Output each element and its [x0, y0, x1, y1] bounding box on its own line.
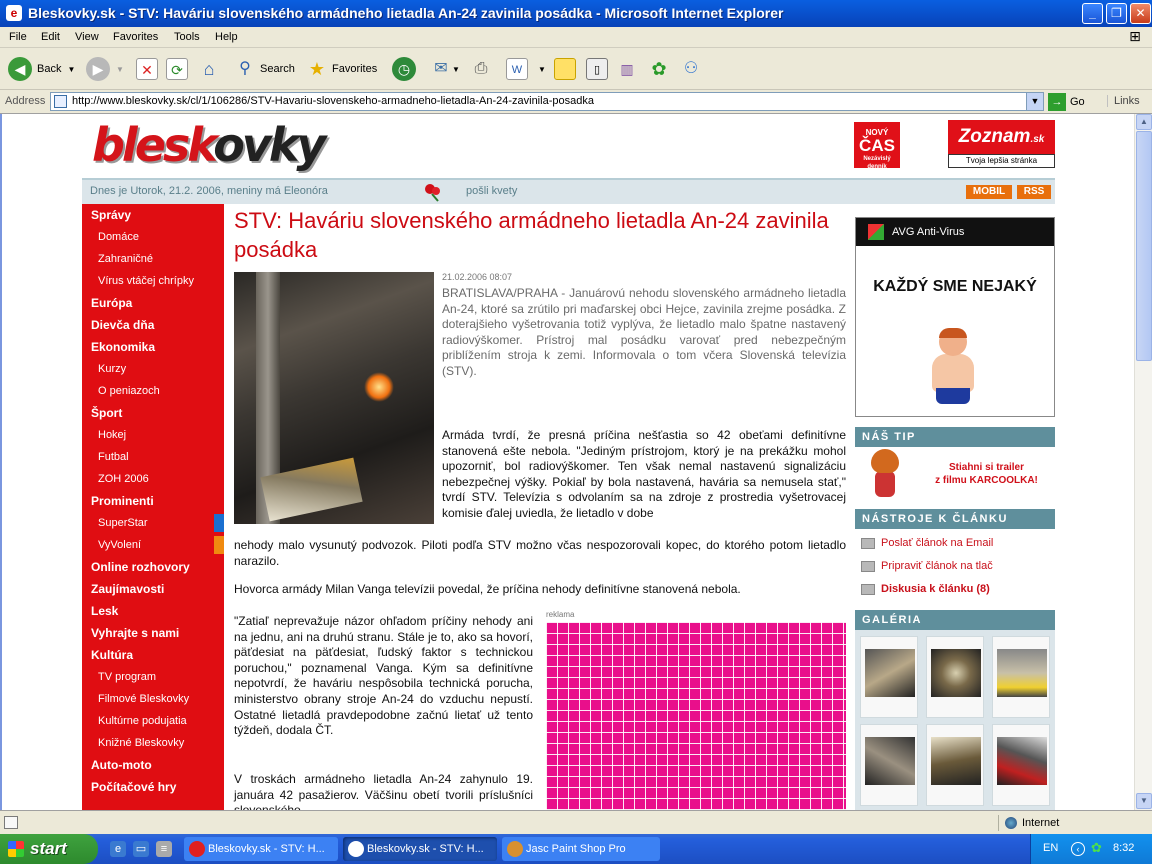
zoznam-name: Zoznam	[958, 126, 1031, 147]
tip-text	[919, 461, 1054, 487]
nav-item[interactable]	[82, 424, 224, 446]
gallery-heading: GALÉRIA	[855, 610, 1055, 630]
ad-grid	[546, 622, 846, 820]
taskbar	[0, 834, 1152, 864]
zoznam-logo[interactable]	[948, 120, 1055, 170]
nav-item[interactable]	[82, 468, 224, 490]
nav-item-label: Filmové Bleskovky	[98, 693, 190, 705]
nav-item[interactable]	[82, 688, 224, 710]
search-icon: ⚲	[239, 60, 251, 77]
article-paragraph-2b: "Zatiaľ neprevažuje názor ohľadom príčiny nehody ani na jednu, ani na druhú stranu. Stále je to, ako sa hovorí, päťdesiat na päťdesiat, ľudský faktor s technickou poruchou," poznamenal Vanga. Kým sa definitívne nepotvrdí, že haváriu nespôsobila technická porucha, ministerstvo obrany stroje An-24 do vzduchu nepustí. Ostatné lietadlá pravdepodobne začnú lietať už tento týždeň, dodala ČT.	[234, 614, 533, 738]
system-tray	[1030, 834, 1152, 864]
word-icon: W	[506, 58, 528, 80]
nav-item-label: Zaujímavosti	[91, 582, 165, 596]
nav-item-label: Vírus vtáčej chrípky	[98, 275, 194, 287]
ie-icon: e	[6, 5, 22, 21]
forward-arrow-icon: ▶	[86, 57, 110, 81]
gallery-thumb[interactable]	[992, 724, 1050, 806]
mail-dropdown-icon[interactable]: ▼	[452, 64, 460, 74]
send-flowers-link[interactable]: pošli kvety	[466, 185, 518, 197]
go-arrow-icon: →	[1048, 93, 1066, 111]
article-tools	[855, 530, 1055, 600]
note-icon	[554, 58, 576, 80]
page-icon	[54, 95, 67, 108]
printer-icon: ⎙	[474, 60, 488, 77]
avg-banner[interactable]	[855, 217, 1055, 417]
left-navigation	[82, 204, 224, 814]
nav-item[interactable]	[82, 710, 224, 732]
nav-item[interactable]	[82, 336, 224, 358]
nav-item-label: Dievča dňa	[91, 318, 155, 332]
crash-photo[interactable]	[234, 272, 434, 524]
tip-banner[interactable]	[855, 447, 1055, 499]
edit-button[interactable]	[506, 56, 546, 82]
favorites-button[interactable]	[306, 56, 377, 82]
menu-help[interactable]: Help	[215, 31, 238, 43]
nav-item-label: Hokej	[98, 429, 127, 441]
mail-button[interactable]	[430, 56, 460, 82]
nav-item-label: Online rozhovory	[91, 560, 190, 574]
stop-icon: ✕	[136, 58, 158, 80]
article-paragraph-1b: nehody malo vysunutý podvozok. Piloti podľa STV možno včas nespozorovali kopec, do ktorého potom lietadlo narazilo.	[234, 538, 846, 568]
nav-item[interactable]	[82, 402, 224, 424]
nav-item-label: ZOH 2006	[98, 473, 149, 485]
nav-item-label: Futbal	[98, 451, 129, 463]
zoznam-slogan: Tvoja lepšia stránka	[948, 154, 1055, 168]
home-icon: ⌂	[203, 59, 215, 79]
maximize-button[interactable]: ❐	[1106, 3, 1127, 24]
email-article-label: Poslať článok na Email	[881, 537, 994, 549]
tip-text-line2: z filmu KARCOOLKA!	[935, 475, 1038, 486]
nav-item-label: Knižné Bleskovky	[98, 737, 185, 749]
email-article-link[interactable]	[861, 534, 993, 552]
go-button[interactable]	[1048, 93, 1085, 111]
nav-item[interactable]	[82, 534, 224, 556]
gallery	[855, 630, 1055, 810]
date-bar	[82, 178, 1055, 204]
nav-color-marker	[214, 514, 224, 532]
nav-item[interactable]	[82, 380, 224, 402]
refresh-button[interactable]	[166, 56, 188, 82]
task-paint-shop-pro[interactable]	[502, 837, 660, 861]
karcoolka-character	[867, 449, 903, 497]
nav-item-label: Správy	[91, 208, 132, 222]
nav-item[interactable]	[82, 600, 224, 622]
print-button[interactable]	[470, 56, 492, 82]
nav-item-label: VyVolení	[98, 539, 142, 551]
window-title: Bleskovky.sk - STV: Haváriu slovenského armádneho lietadla An-24 zavinila posádka - Microsoft Internet Explorer	[28, 5, 784, 21]
windows-flag-icon: ⊞	[1129, 28, 1141, 44]
nav-item-label: Šport	[91, 406, 123, 420]
gallery-thumb[interactable]	[860, 724, 918, 806]
globe-icon	[1005, 817, 1017, 829]
article-paragraph-3: V troskách armádneho lietadla An-24 zahynulo 19. januára 42 pasažierov. Väčšinu obetí tvorili príslušníci	[234, 772, 533, 802]
search-label: Search	[260, 63, 295, 75]
article-paragraph-1a: Armáda tvrdí, že presná príčina nešťastia so 42 obeťami definitívne stanovená ešte nebola. "Jediným prístrojom, ktorý je na prekážku mohol upozorniť, bol radiovýškomer. Ten však nemal nastavenú signalizáciu nebezpečnej výšky. Pokiaľ by bola nastavená, havária sa nemusela stať," tvrdí STV. Televízia s odvolaním sa na zdroje z prostredia vyšetrovacej komisie ďalej uviedla, že lietadlo v dobe	[442, 428, 846, 520]
novy-cas-line1: NOVÝ	[865, 128, 889, 137]
discuss-button[interactable]	[554, 56, 576, 82]
clock: 8:32	[1113, 842, 1135, 854]
toolbar	[0, 48, 1152, 90]
opera-icon	[189, 841, 205, 857]
back-dropdown-icon[interactable]: ▼	[67, 64, 76, 74]
nav-item-label: Kultúrne podujatia	[98, 715, 187, 727]
avg-top	[856, 218, 1054, 246]
article-headline: STV: Haváriu slovenského armádneho lietadla An-24 zavinila posádka	[234, 208, 829, 262]
mobil-button[interactable]: MOBIL	[966, 185, 1012, 199]
minimize-button[interactable]: _	[1082, 3, 1103, 24]
print-article-label: Pripraviť článok na tlač	[881, 560, 993, 572]
icq-tray-icon[interactable]: ✿	[1091, 840, 1102, 855]
mail-icon: ✉	[434, 60, 448, 77]
ad-label: reklama	[546, 610, 575, 619]
nav-item[interactable]	[82, 622, 224, 644]
forward-button[interactable]	[86, 56, 124, 82]
menu-file[interactable]: File	[9, 31, 27, 43]
nav-item[interactable]	[82, 776, 224, 798]
date-text: Dnes je Utorok, 21.2. 2006, meniny má Eleonóra	[90, 185, 328, 197]
task-label: Bleskovky.sk - STV: H...	[367, 843, 484, 855]
start-button[interactable]	[0, 834, 98, 864]
nav-item[interactable]	[82, 314, 224, 336]
nav-item[interactable]	[82, 292, 224, 314]
gallery-thumb[interactable]	[926, 724, 984, 806]
nav-item-label: O peniazoch	[98, 385, 160, 397]
nav-item[interactable]	[82, 754, 224, 776]
nav-item-label: Kurzy	[98, 363, 127, 375]
zone-label: Internet	[1022, 817, 1060, 829]
fire-glow	[364, 372, 394, 402]
zoznam-tld: .sk	[1030, 134, 1045, 145]
avg-brand: AVG Anti-Virus	[892, 226, 965, 238]
menu-edit[interactable]: Edit	[41, 31, 60, 43]
novy-cas-logo[interactable]	[854, 122, 900, 168]
forward-dropdown-icon[interactable]: ▼	[116, 64, 124, 74]
tip-heading: NÁŠ TIP	[855, 427, 1055, 447]
nav-item-label: Prominenti	[91, 494, 154, 508]
nav-item-label: Ekonomika	[91, 340, 156, 354]
menu-tools[interactable]: Tools	[174, 31, 200, 43]
nav-item-label: Vyhrajte s nami	[91, 626, 180, 640]
nav-item[interactable]	[82, 490, 224, 512]
menu-bar	[0, 27, 1152, 48]
books-icon: ▥	[620, 61, 634, 77]
status-bar	[0, 810, 1152, 834]
nav-item-label: Kultúra	[91, 648, 133, 662]
back-arrow-icon: ◀	[8, 57, 32, 81]
task-label: Bleskovky.sk - STV: H...	[208, 843, 325, 855]
search-button[interactable]	[234, 56, 295, 82]
address-dropdown-icon[interactable]: ▼	[1026, 93, 1043, 110]
nav-item[interactable]	[82, 666, 224, 688]
language-indicator[interactable]: EN	[1043, 842, 1059, 854]
scroll-thumb[interactable]	[1136, 131, 1152, 361]
address-label: Address	[5, 95, 46, 107]
nav-item[interactable]	[82, 578, 224, 600]
gallery-thumb[interactable]	[926, 636, 984, 718]
back-label: Back	[37, 63, 62, 75]
nav-item-label: TV program	[98, 671, 157, 683]
phone-icon: ▯	[586, 58, 608, 80]
nav-item-label: Domáce	[98, 231, 139, 243]
rose-icon	[422, 182, 444, 202]
article-paragraph-2a: Hovorca armády Milan Vanga televízii povedal, že príčina nehody definitívne stanovená nebola.	[234, 582, 741, 596]
avg-slogan: KAŽDÝ SME NEJAKÝ	[873, 278, 1037, 295]
menu-favorites[interactable]: Favorites	[113, 31, 159, 43]
nav-item[interactable]	[82, 226, 224, 248]
icq-button[interactable]	[648, 56, 670, 82]
page-status-icon	[4, 816, 18, 829]
scroll-up-icon[interactable]: ▲	[1136, 114, 1152, 130]
nav-item-label: Lesk	[91, 604, 119, 618]
address-input[interactable]	[50, 92, 1044, 111]
nav-item[interactable]	[82, 204, 224, 226]
printer-icon	[861, 561, 875, 572]
notepad-quicklaunch-icon[interactable]: ≡	[156, 841, 172, 857]
research-button[interactable]	[616, 56, 638, 82]
rss-button[interactable]: RSS	[1017, 185, 1051, 199]
nav-item[interactable]	[82, 248, 224, 270]
logo-part2: ovky	[213, 118, 324, 172]
gallery-thumb[interactable]	[860, 636, 918, 718]
gallery-thumb[interactable]	[992, 636, 1050, 718]
menu-view[interactable]: View	[75, 31, 99, 43]
windows-logo-icon	[8, 841, 24, 857]
refresh-icon: ⟳	[166, 58, 188, 80]
start-label: start	[30, 839, 67, 858]
task-bleskovky-1[interactable]	[184, 837, 338, 861]
people-icon	[861, 584, 875, 595]
address-url[interactable]: http://www.bleskovky.sk/cl/1/106286/STV-Havariu-slovenskeho-armadneho-lietadla-An-24-zavinila-posadka	[72, 95, 594, 107]
advertisement[interactable]	[546, 610, 846, 820]
kid-figure	[928, 328, 978, 408]
home-button[interactable]	[198, 56, 220, 82]
window-title-bar	[0, 0, 1152, 27]
nav-item[interactable]	[82, 358, 224, 380]
nav-color-marker	[214, 536, 224, 554]
history-button[interactable]	[392, 56, 416, 82]
nav-item[interactable]	[82, 644, 224, 666]
back-button[interactable]	[8, 56, 75, 82]
ie-task-icon	[348, 841, 364, 857]
history-icon: ◷	[392, 57, 416, 81]
discussion-label: Diskusia k článku (8)	[881, 583, 990, 595]
security-zone	[998, 815, 1059, 831]
article-date: 21.02.2006 08:07	[442, 272, 513, 282]
novy-cas-sub: Nezávislý denník	[863, 156, 891, 170]
task-label: Jasc Paint Shop Pro	[526, 843, 626, 855]
close-button[interactable]: ✕	[1130, 3, 1151, 24]
nav-item[interactable]	[82, 512, 224, 534]
edit-dropdown-icon[interactable]: ▼	[538, 64, 546, 74]
nav-item[interactable]	[82, 270, 224, 292]
vertical-scrollbar[interactable]	[1134, 114, 1152, 810]
browser-viewport	[0, 114, 1134, 810]
article-lead: BRATISLAVA/PRAHA - Januárovú nehodu slovenského armádneho lietadla An-24, ktoré sa zrútilo pri maďarskej obci Hejce, zavinila zrejme posádka. Z doterajšieho vyšetrovania totiž vyplýva, že lietadlo malo špatne nastavený radiovýškomer. Prístroj mal posádku varovať pred nebezpečným priblížením stroja k zemi. Informovala o tom včera Slovenská televízia (STV).	[442, 286, 846, 378]
nav-item-label: Európa	[91, 296, 133, 310]
stop-button[interactable]	[136, 56, 158, 82]
discussion-link[interactable]	[861, 580, 990, 598]
buddies-icon: ⚇	[683, 60, 699, 77]
envelope-icon	[861, 538, 875, 549]
nav-item-label: SuperStar	[98, 517, 148, 529]
nav-item[interactable]	[82, 732, 224, 754]
links-button[interactable]: Links	[1107, 95, 1140, 107]
nav-item[interactable]	[82, 446, 224, 468]
tip-text-line1: Stiahni si trailer	[948, 462, 1025, 473]
flower-icon: ✿	[651, 59, 667, 79]
nav-item-label: Zahraničné	[98, 253, 154, 265]
messenger-button[interactable]	[586, 56, 608, 82]
bleskovky-logo[interactable]	[92, 120, 323, 170]
nav-item[interactable]	[82, 556, 224, 578]
tools-heading: NÁSTROJE K ČLÁNKU	[855, 509, 1055, 529]
ie-quicklaunch-icon[interactable]: e	[110, 841, 126, 857]
novy-cas-line2: ČAS	[859, 136, 895, 155]
logo-part1: blesk	[92, 118, 214, 172]
tray-arrow-icon[interactable]: ‹	[1071, 842, 1085, 856]
star-icon: ★	[308, 59, 326, 79]
desktop-quicklaunch-icon[interactable]: ▭	[133, 841, 149, 857]
scroll-down-icon[interactable]: ▼	[1136, 793, 1152, 809]
msn-button[interactable]	[680, 56, 702, 82]
avg-logo-icon	[868, 224, 884, 240]
nav-item-label: Auto-moto	[91, 758, 152, 772]
print-article-link[interactable]	[861, 557, 993, 575]
favorites-label: Favorites	[332, 63, 378, 75]
nav-item-label: Počítačové hry	[91, 780, 177, 794]
address-bar	[0, 90, 1152, 114]
task-bleskovky-2[interactable]	[343, 837, 497, 861]
psp-icon	[507, 841, 523, 857]
go-label: Go	[1070, 96, 1085, 108]
